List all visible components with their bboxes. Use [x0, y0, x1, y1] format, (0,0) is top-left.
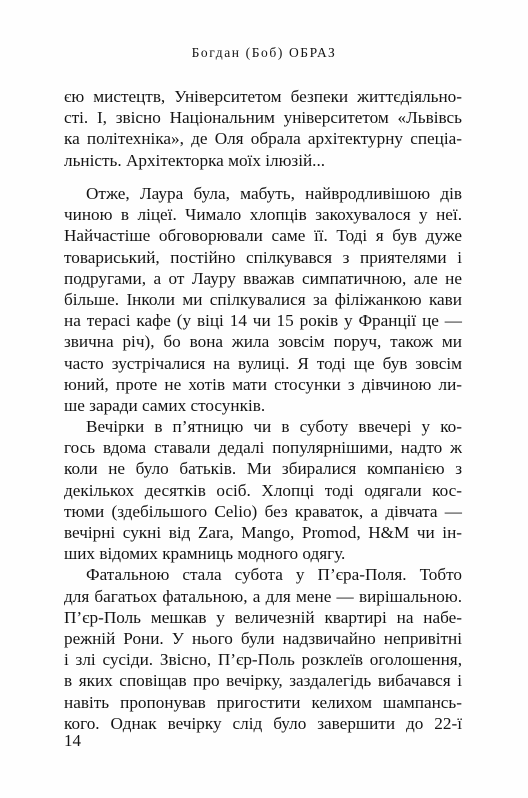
- text-line: режній Рони. У нього були надзвичайно непривітні: [64, 628, 462, 648]
- text-line: тюми (здебільшого Celio) без краваток, а дівчата —: [64, 501, 462, 521]
- text-line: сті. І, звісно Національним університетом «Львівсь: [64, 108, 462, 128]
- running-header: Богдан (Боб) ОБРАЗ: [191, 45, 337, 60]
- text-line: Отже, Лаура була, мабуть, найвродливішою дів: [86, 184, 462, 203]
- paragraph-parties: [64, 416, 462, 564]
- paragraph-pierre-paul: [64, 564, 462, 734]
- text-line: Вечірки в п’ятницю чи в суботу ввечері у ко-: [86, 417, 462, 437]
- text-line: часто зустрічалися на вулиці. Я тоді ще був зовсім: [64, 353, 462, 373]
- text-line: більше. Інколи ми спілкувалися за філіжанкою кави: [64, 289, 462, 309]
- paragraph-continuation: [64, 86, 462, 171]
- page-number: 14: [64, 731, 81, 750]
- text-line: товариський, постійно спілкувався з приятелями і: [64, 247, 462, 267]
- text-line: чиною в ліцеї. Чимало хлопців закохувалося у неї.: [64, 205, 462, 225]
- text-line: декількох десятків осіб. Хлопці тоді одягали кос-: [64, 480, 462, 500]
- text-line: ка політехніка», де Оля обрала архітектурну спеціа-: [64, 129, 462, 149]
- text-line: навіть пропонував пригостити келихом шампансь-: [64, 692, 462, 712]
- text-line: коли не було батьків. Ми збиралися компанією з: [64, 459, 462, 479]
- paragraph-laura: [64, 183, 462, 416]
- text-line: гось вдома ставали дедалі популярнішими, надто ж: [64, 438, 462, 458]
- text-line: в яких сповіщав про вечірку, заздалегідь вибачався і: [64, 671, 462, 691]
- text-line: П’єр-Поль мешкав у величезній квартирі на набе-: [64, 607, 462, 627]
- text-line: ше заради самих стосунків.: [64, 395, 266, 415]
- text-line: Фатальною стала субота у П’єра-Поля. Тобто: [86, 565, 462, 585]
- text-line: юний, проте не хотів мати стосунки з дівчиною ли-: [64, 374, 462, 394]
- text-line: для багатьох фатальною, а для мене — вирішальною.: [64, 586, 462, 606]
- text-line: єю мистецтв, Університетом безпеки життєдіяльно-: [64, 87, 462, 106]
- text-line: на терасі кафе (у віці 14 чи 15 років у Франції це —: [64, 311, 462, 331]
- text-line: подругами, а от Лауру вважав симпатичною, але не: [64, 268, 462, 288]
- text-line: вечірні сукні від Zara, Mango, Promod, H&M чи ін-: [64, 523, 462, 542]
- text-line: звична річ), бо вона жила зовсім поруч, також ми: [64, 332, 462, 352]
- text-line: льність. Архітекторка моїх ілюзій...: [64, 150, 326, 170]
- main-text: [64, 183, 462, 734]
- text-line: Найчастіше обговорювали саме її. Тоді я був дуже: [64, 226, 462, 246]
- text-line: кого. Однак вечірку слід було завершити до 22-ї: [64, 713, 462, 733]
- text-line: і злі сусіди. Звісно, П’єр-Поль розклеїв оголошення,: [64, 650, 462, 670]
- text-line: ших відомих крамниць модного одягу.: [64, 544, 346, 564]
